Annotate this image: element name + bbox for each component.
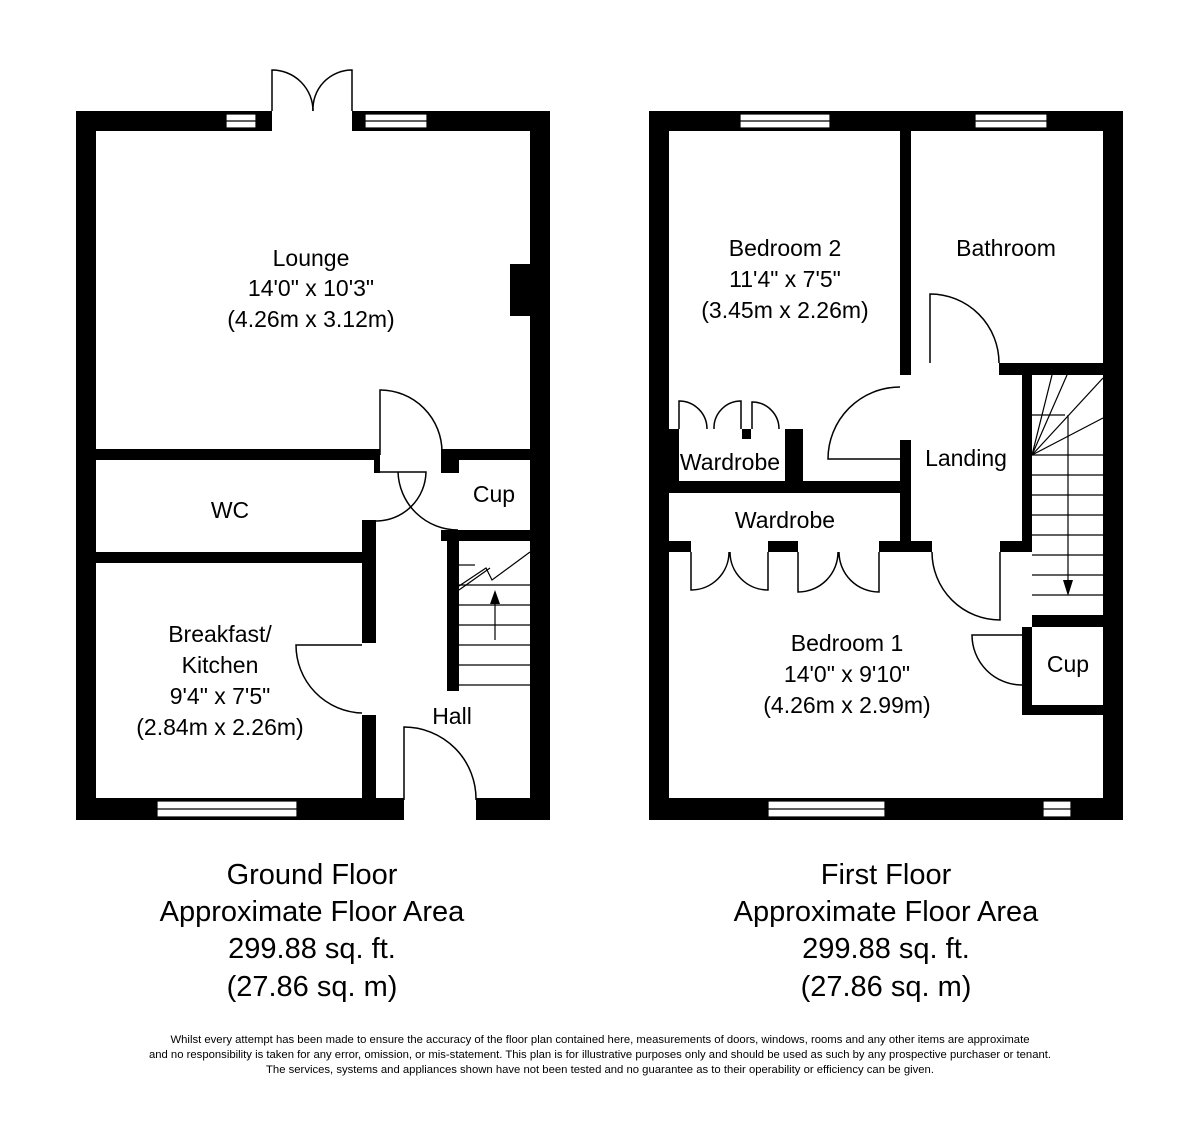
bathroom-label: Bathroom <box>956 235 1056 261</box>
ground-cup-label: Cup <box>472 481 516 507</box>
first-floor-title: First Floor <box>820 859 952 891</box>
kitchen-size-imperial: 9'4" x 7'5" <box>169 683 271 709</box>
lounge-door <box>380 390 442 455</box>
lounge-size-imperial: 14'0" x 10'3" <box>247 275 375 301</box>
bedroom1-door <box>932 552 1000 620</box>
kitchen-hall-wall-upper <box>362 563 376 643</box>
ground-bottom-wall-right <box>476 798 550 820</box>
first-top-wall <box>649 111 1123 131</box>
kitchen-door <box>296 645 362 713</box>
kitchen-label-line1: Breakfast/ <box>168 621 272 647</box>
cup-bottom-wall <box>441 530 530 541</box>
stair-left-wall <box>1022 375 1032 550</box>
wardrobe-lower-wall-b <box>768 541 798 552</box>
bedroom2-door <box>828 387 900 459</box>
first-cup-label: Cup <box>1046 651 1090 677</box>
ground-floor-caption <box>160 859 466 1003</box>
ground-floor-subtitle: Approximate Floor Area <box>159 896 465 928</box>
disclaimer <box>149 1034 1051 1076</box>
wc-hall-wall <box>362 520 376 563</box>
lounge-wc-wall <box>96 449 380 460</box>
ground-floor-title: Ground Floor <box>226 859 398 891</box>
wardrobe-lower-label: Wardrobe <box>734 507 836 533</box>
cup-left-wall <box>1022 627 1032 715</box>
stair-side-wall <box>447 541 459 691</box>
bed2-bottom-wall <box>669 481 909 493</box>
ground-floor-area-imperial: 299.88 sq. ft. <box>228 933 396 965</box>
lounge-size-metric: (4.26m x 3.12m) <box>227 306 395 332</box>
first-floor-caption <box>734 859 1040 1003</box>
wc-kitchen-wall <box>96 552 376 563</box>
first-floor-area-imperial: 299.88 sq. ft. <box>802 933 970 965</box>
cup-stub-wall <box>441 449 459 473</box>
first-floor-area-metric: (27.86 sq. m) <box>800 971 972 1003</box>
wardrobe-upper-right-wall <box>785 429 803 481</box>
kitchen-label-line2: Kitchen <box>181 652 259 678</box>
bedroom2-size-metric: (3.45m x 2.26m) <box>701 297 869 323</box>
first-left-wall <box>649 111 669 820</box>
first-right-wall <box>1103 111 1123 820</box>
bedroom1-size-imperial: 14'0" x 9'10" <box>783 661 911 687</box>
ground-left-wall <box>76 111 96 820</box>
bed2-bath-wall <box>900 131 911 363</box>
landing-left-wall <box>900 440 911 551</box>
kitchen-hall-wall-lower <box>362 715 376 798</box>
bedroom1-size-metric: (4.26m x 2.99m) <box>763 692 931 718</box>
kitchen-size-metric: (2.84m x 2.26m) <box>136 714 304 740</box>
ground-right-wall <box>530 111 550 820</box>
front-door <box>404 727 476 800</box>
stair-bottom-wall <box>1032 615 1103 627</box>
landing-bottom-wall-right <box>1000 541 1032 552</box>
hall-stub-wall <box>374 449 380 473</box>
cup-door <box>398 472 458 530</box>
wardrobe-lower-wall-a <box>669 541 691 552</box>
bath-bottom-wall <box>999 363 1103 375</box>
wardrobe-lower-door-1 <box>691 552 729 590</box>
first-floor-subtitle: Approximate Floor Area <box>733 896 1039 928</box>
bedroom2-label: Bedroom 2 <box>728 235 842 261</box>
first-cup-door <box>972 635 1022 685</box>
wardrobe-upper-door-1 <box>679 401 707 429</box>
ground-staircase <box>459 552 530 685</box>
french-door-left <box>272 70 313 111</box>
disclaimer-line-2: and no responsibility is taken for any error, omission, or mis-statement. This plan is for illustrative purposes only and should be used as such by any prospective purchaser or tenant. <box>148 1049 1052 1061</box>
wardrobe-lower-door-3 <box>798 552 838 592</box>
bedroom2-size-imperial: 11'4" x 7'5" <box>729 266 841 292</box>
wardrobe-upper-label: Wardrobe <box>679 449 781 475</box>
landing-stub-top <box>900 363 911 375</box>
cup-bottom-wall <box>1022 705 1103 715</box>
wc-label: WC <box>210 497 250 523</box>
wc-door <box>376 472 426 521</box>
disclaimer-line-1: Whilst every attempt has been made to ensure the accuracy of the floor plan contained here, measurements of doors, windows, rooms and any other items are approximate <box>170 1034 1030 1046</box>
chimney-breast <box>510 264 532 316</box>
french-door-right <box>313 70 352 111</box>
lounge-label: Lounge <box>272 245 350 271</box>
bathroom-door <box>930 294 999 363</box>
first-floor-plan <box>649 111 1123 820</box>
first-staircase <box>1032 375 1103 596</box>
wardrobe-lower-door-4 <box>839 552 879 592</box>
ground-floor-plan <box>76 70 550 820</box>
ground-floor-area-metric: (27.86 sq. m) <box>226 971 398 1003</box>
wardrobe-lower-wall-c <box>879 541 932 552</box>
wardrobe-upper-door-2 <box>714 401 741 429</box>
bedroom1-label: Bedroom 1 <box>790 630 904 656</box>
disclaimer-line-3: The services, systems and appliances shown have not been tested and no guarantee as to their operability or efficiency can be given. <box>266 1064 934 1076</box>
wardrobe-upper-door-3 <box>752 402 779 429</box>
wardrobe-lower-door-2 <box>730 552 768 590</box>
hall-label: Hall <box>432 703 472 729</box>
landing-label: Landing <box>925 445 1007 471</box>
